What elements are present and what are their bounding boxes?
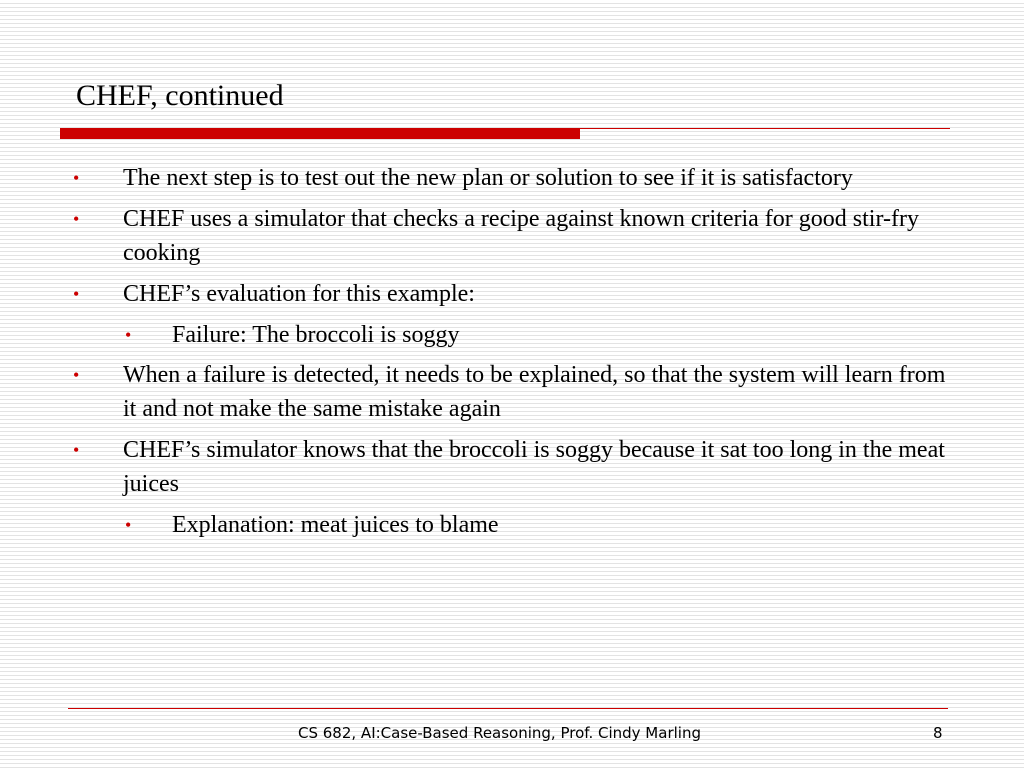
bullet-dot-icon: • [125, 515, 132, 535]
bullet-text: When a failure is detected, it needs to be explained, so that the system will learn from it and not make the same mistake again [123, 362, 946, 422]
bullet-text: The next step is to test out the new plan or solution to see if it is satisfactory [123, 165, 853, 191]
sub-bullet-item [70, 318, 950, 352]
slide-title: CHEF, continued [76, 79, 284, 112]
bullet-text: CHEF’s evaluation for this example: [123, 281, 475, 307]
bullet-text: CHEF uses a simulator that checks a recipe against known criteria for good stir-fry cooking [123, 206, 919, 266]
bullet-item [70, 433, 950, 501]
page-number: 8 [933, 724, 943, 742]
bullet-item [70, 161, 950, 195]
title-accent-bar [60, 128, 580, 139]
bullet-dot-icon: • [125, 325, 132, 345]
bullet-text: Explanation: meat juices to blame [172, 512, 499, 538]
bullet-text: Failure: The broccoli is soggy [172, 322, 460, 348]
bullet-dot-icon: • [73, 440, 80, 460]
bullet-dot-icon: • [73, 284, 80, 304]
sub-bullet-item [70, 508, 950, 542]
title-underline [580, 128, 950, 129]
bullet-dot-icon: • [73, 168, 80, 188]
bullet-text: CHEF’s simulator knows that the broccoli is soggy because it sat too long in the meat juices [123, 437, 945, 497]
bullet-item [70, 358, 950, 426]
bullet-item [70, 277, 950, 311]
bullet-list [70, 161, 950, 548]
bullet-dot-icon: • [73, 209, 80, 229]
footer-divider [68, 708, 948, 709]
bullet-item [70, 202, 950, 270]
bullet-dot-icon: • [73, 365, 80, 385]
footer-text: CS 682, AI:Case-Based Reasoning, Prof. Cindy Marling [298, 724, 701, 742]
